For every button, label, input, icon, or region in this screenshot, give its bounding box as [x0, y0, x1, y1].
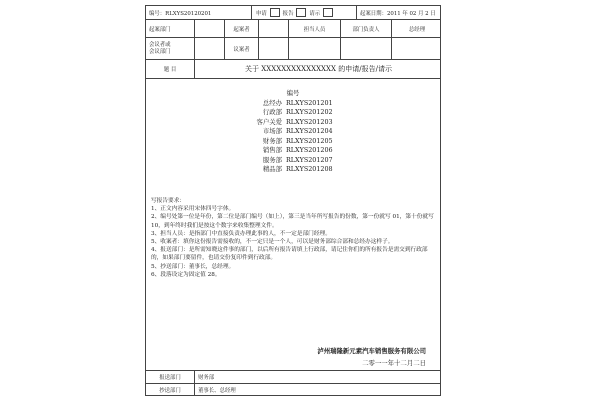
- dept-value[interactable]: [194, 20, 224, 37]
- send-label: 报送部门: [159, 375, 181, 381]
- apply-checkbox[interactable]: [270, 8, 280, 17]
- requirement-item: 6、段落设定为固定值 28。: [151, 271, 221, 278]
- requirements-title: 写报告要求：: [151, 198, 186, 204]
- cc-row: [146, 384, 440, 395]
- gm-label: 总经理: [391, 20, 442, 37]
- manager-value[interactable]: [340, 38, 391, 59]
- type-cell: [251, 6, 336, 19]
- number-label: 编号：RLXYS20120201: [149, 10, 212, 17]
- topic-label: 题 目: [163, 67, 177, 73]
- report-checkbox[interactable]: [296, 8, 306, 17]
- report-form: [145, 5, 441, 396]
- code-line: 总经办 RLXYS201201: [262, 98, 333, 107]
- header-row: [146, 6, 440, 20]
- requirement-item: 5、收案者：填你这份报告需接收的，不一定只是一个人，可以是财务部综合部和总经办这样子。: [151, 239, 394, 246]
- code-line: 服务部 RLXYS201207: [262, 155, 333, 164]
- apply-label: 申请: [256, 10, 267, 17]
- send-row: [146, 371, 440, 384]
- gm-value[interactable]: [391, 38, 442, 59]
- consult-label: 会议者或 会议部门: [149, 41, 171, 55]
- codes-title: 编号: [286, 89, 300, 97]
- requirement-item: 5、抄送部门：董事长，总经理。: [151, 263, 235, 270]
- cc-label: 抄送部门: [159, 387, 181, 394]
- consult-row: [146, 38, 440, 60]
- code-line: 行政部 RLXYS201202: [262, 108, 333, 116]
- code-line: 财务部 RLXYS201205: [262, 136, 333, 145]
- report-body: [146, 79, 440, 371]
- date-cell: [356, 6, 442, 19]
- requirement-item: 3、担当人员：是指部门中直接负责办理此事的人，不一定是部门经理。: [151, 230, 331, 237]
- code-line: 销售部 RLXYS201206: [262, 146, 333, 154]
- draft-date: 起案日期：2011 年 02 月 2 日: [360, 10, 436, 17]
- proposer-value[interactable]: [258, 38, 288, 59]
- proposer-label: 议案者: [224, 38, 258, 59]
- dept-row: [146, 20, 440, 38]
- requirement-item: 4、报送部门：是所需知晓这件事的部门，以后所有报告请填上行政部，请记住你们的所有报告是需交到行政部的，如果部门要留件，也请交份复印件到行政部。: [151, 247, 428, 262]
- person-value[interactable]: [288, 38, 340, 59]
- drafter-label: 起案者: [224, 20, 258, 37]
- number-cell: [146, 6, 251, 19]
- ask-label: 请示: [309, 10, 321, 17]
- person-label: 担当人员: [288, 20, 340, 37]
- report-label: 报告: [282, 10, 294, 17]
- company-name: 泸州瑞隆新元素汽车销售服务有限公司: [317, 347, 426, 355]
- send-value[interactable]: 财务部: [194, 371, 442, 383]
- signature-date: 二零一一年十二月二日: [362, 359, 426, 367]
- topic-row: [146, 60, 440, 79]
- drafter-value[interactable]: [258, 20, 288, 37]
- topic-text: 关于 XXXXXXXXXXXXXXX 的申请/报告/请示: [245, 65, 392, 73]
- requirements: [151, 197, 437, 279]
- code-line: 市场部 RLXYS201204: [262, 127, 333, 135]
- code-line: 客户关爱 RLXYS201203: [256, 117, 333, 126]
- manager-label: 部门负责人: [340, 20, 391, 37]
- requirement-item: 2、编号处第一位是年份，第二位是部门编号（如上），第三是当年所写报告的份数，第一份就写 01，第十份就写 10，到年终时我们是按这个数字来收集整理文件。: [151, 214, 434, 229]
- dept-code-list: [146, 89, 440, 175]
- requirement-item: 1、正文内容采用宋体四号字体。: [151, 206, 235, 213]
- code-line: 精品部 RLXYS201208: [262, 165, 333, 173]
- ask-checkbox[interactable]: [323, 8, 333, 17]
- consult-value[interactable]: [194, 38, 224, 59]
- cc-value[interactable]: 董事长、总经理: [194, 384, 442, 395]
- dept-label: 起案部门: [149, 26, 171, 33]
- topic-value[interactable]: [194, 60, 442, 78]
